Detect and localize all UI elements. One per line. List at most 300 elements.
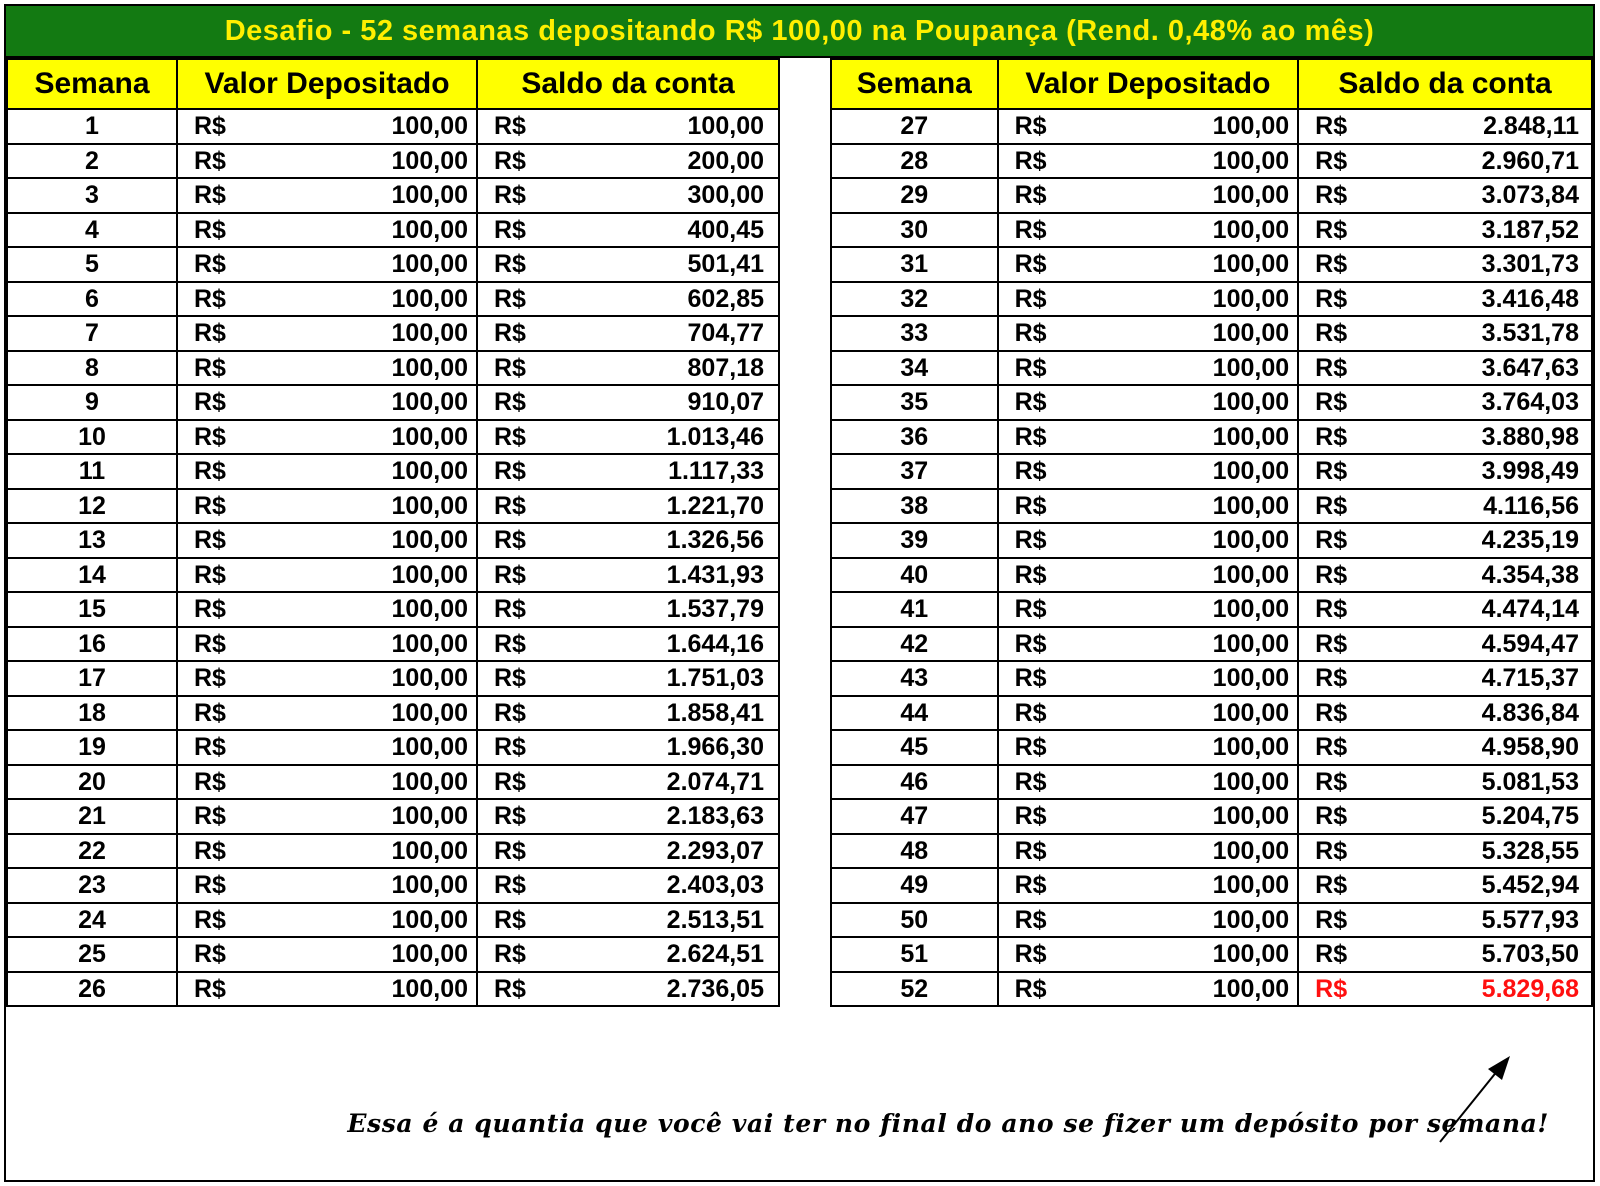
- deposit-cell: [998, 144, 1299, 179]
- currency-label: R$: [494, 181, 526, 210]
- balance-cell: [1298, 765, 1592, 800]
- balance-cell: [1298, 834, 1592, 869]
- currency-label: R$: [1315, 560, 1348, 589]
- currency-label: R$: [1014, 940, 1047, 969]
- currency-label: R$: [1315, 940, 1348, 969]
- currency-label: R$: [194, 146, 226, 175]
- header-valor-depositado: Valor Depositado: [177, 59, 477, 109]
- currency-label: R$: [1014, 698, 1047, 727]
- currency-label: R$: [1315, 112, 1348, 141]
- balance-amount: 4.235,19: [1481, 526, 1579, 555]
- deposit-cell: [998, 592, 1299, 627]
- balance-cell: [1298, 247, 1592, 282]
- currency-label: R$: [494, 733, 526, 762]
- deposit-cell: [177, 144, 477, 179]
- currency-label: R$: [1014, 146, 1047, 175]
- deposit-amount: 100,00: [391, 629, 468, 658]
- currency-label: R$: [194, 491, 226, 520]
- currency-label: R$: [194, 905, 226, 934]
- currency-label: R$: [494, 595, 526, 624]
- week-cell: 6: [7, 282, 177, 317]
- balance-amount: 1.326,56: [666, 526, 764, 555]
- page-title: Desafio - 52 semanas depositando R$ 100,00 na Poupança (Rend. 0,48% ao mês): [6, 6, 1593, 58]
- table-row: [831, 454, 1592, 489]
- balance-amount: 3.531,78: [1481, 319, 1579, 348]
- balance-amount: 1.751,03: [666, 664, 764, 693]
- week-cell: 25: [7, 937, 177, 972]
- week-cell: 2: [7, 144, 177, 179]
- table-row: [831, 178, 1592, 213]
- table-row: [831, 972, 1592, 1007]
- balance-cell: [477, 385, 779, 420]
- deposit-amount: 100,00: [391, 733, 468, 762]
- balance-amount: 1.858,41: [666, 698, 764, 727]
- week-cell: 13: [7, 523, 177, 558]
- deposit-cell: [998, 730, 1299, 765]
- currency-label: R$: [194, 215, 226, 244]
- deposit-amount: 100,00: [1212, 836, 1290, 865]
- balance-amount: 602,85: [687, 284, 764, 313]
- deposit-cell: [177, 489, 477, 524]
- balance-amount: 2.624,51: [666, 940, 764, 969]
- week-cell: 16: [7, 627, 177, 662]
- currency-label: R$: [1014, 871, 1047, 900]
- deposit-amount: 100,00: [1212, 595, 1290, 624]
- week-cell: 3: [7, 178, 177, 213]
- currency-label: R$: [1315, 215, 1348, 244]
- deposit-amount: 100,00: [1212, 871, 1290, 900]
- week-cell: 20: [7, 765, 177, 800]
- currency-label: R$: [194, 974, 226, 1003]
- week-cell: 37: [831, 454, 998, 489]
- table-row: [831, 696, 1592, 731]
- deposit-cell: [998, 489, 1299, 524]
- header-valor-depositado: Valor Depositado: [998, 59, 1299, 109]
- currency-label: R$: [194, 560, 226, 589]
- deposit-cell: [998, 834, 1299, 869]
- table-row: [7, 799, 779, 834]
- balance-cell: [1298, 144, 1592, 179]
- week-cell: 22: [7, 834, 177, 869]
- currency-label: R$: [494, 560, 526, 589]
- currency-label: R$: [1014, 388, 1047, 417]
- week-cell: 14: [7, 558, 177, 593]
- currency-label: R$: [1315, 457, 1348, 486]
- currency-label: R$: [1315, 767, 1348, 796]
- week-cell: 26: [7, 972, 177, 1007]
- balance-cell: [477, 903, 779, 938]
- deposit-cell: [998, 661, 1299, 696]
- deposit-amount: 100,00: [391, 146, 468, 175]
- table-row: [7, 592, 779, 627]
- table-row: [831, 903, 1592, 938]
- deposit-cell: [998, 903, 1299, 938]
- balance-cell: [477, 765, 779, 800]
- currency-label: R$: [1014, 767, 1047, 796]
- deposit-cell: [177, 282, 477, 317]
- currency-label: R$: [194, 767, 226, 796]
- deposit-amount: 100,00: [1212, 698, 1290, 727]
- deposit-cell: [177, 247, 477, 282]
- currency-label: R$: [1014, 802, 1047, 831]
- balance-cell: [1298, 351, 1592, 386]
- currency-label: R$: [1014, 112, 1047, 141]
- currency-label: R$: [494, 767, 526, 796]
- deposit-cell: [177, 730, 477, 765]
- balance-amount: 910,07: [687, 388, 764, 417]
- header-row: [831, 59, 1592, 109]
- currency-label: R$: [494, 146, 526, 175]
- table-row: [7, 109, 779, 144]
- balance-amount: 1.013,46: [666, 422, 764, 451]
- week-cell: 34: [831, 351, 998, 386]
- currency-label: R$: [194, 457, 226, 486]
- deposit-cell: [998, 282, 1299, 317]
- currency-label: R$: [1315, 905, 1348, 934]
- header-semana: Semana: [7, 59, 177, 109]
- deposit-cell: [177, 799, 477, 834]
- table-weeks-1-26: [6, 58, 780, 1007]
- deposit-amount: 100,00: [391, 284, 468, 313]
- week-cell: 38: [831, 489, 998, 524]
- table-row: [7, 730, 779, 765]
- currency-label: R$: [494, 871, 526, 900]
- deposit-cell: [998, 523, 1299, 558]
- balance-amount: 2.513,51: [666, 905, 764, 934]
- deposit-cell: [177, 696, 477, 731]
- balance-cell: [1298, 420, 1592, 455]
- week-cell: 40: [831, 558, 998, 593]
- currency-label: R$: [1315, 181, 1348, 210]
- currency-label: R$: [194, 595, 226, 624]
- deposit-cell: [177, 834, 477, 869]
- table-row: [831, 730, 1592, 765]
- deposit-amount: 100,00: [1212, 629, 1290, 658]
- currency-label: R$: [194, 802, 226, 831]
- balance-amount: 1.966,30: [666, 733, 764, 762]
- week-cell: 43: [831, 661, 998, 696]
- deposit-amount: 100,00: [391, 250, 468, 279]
- currency-label: R$: [1014, 905, 1047, 934]
- deposit-amount: 100,00: [391, 802, 468, 831]
- balance-cell: [1298, 661, 1592, 696]
- deposit-amount: 100,00: [1212, 491, 1290, 520]
- table-row: [831, 282, 1592, 317]
- balance-cell: [477, 834, 779, 869]
- week-cell: 10: [7, 420, 177, 455]
- table-row: [831, 351, 1592, 386]
- table-row: [831, 592, 1592, 627]
- currency-label: R$: [194, 733, 226, 762]
- balance-amount: 200,00: [687, 146, 764, 175]
- balance-cell: [477, 282, 779, 317]
- deposit-amount: 100,00: [1212, 319, 1290, 348]
- balance-amount: 3.416,48: [1481, 284, 1579, 313]
- header-saldo-da-conta: Saldo da conta: [1298, 59, 1592, 109]
- currency-label: R$: [494, 284, 526, 313]
- deposit-cell: [998, 316, 1299, 351]
- currency-label: R$: [494, 353, 526, 382]
- balance-cell: [1298, 109, 1592, 144]
- week-cell: 7: [7, 316, 177, 351]
- deposit-cell: [177, 316, 477, 351]
- table-row: [831, 834, 1592, 869]
- balance-amount: 4.958,90: [1481, 733, 1579, 762]
- deposit-amount: 100,00: [1212, 457, 1290, 486]
- deposit-amount: 100,00: [391, 940, 468, 969]
- week-cell: 24: [7, 903, 177, 938]
- currency-label: R$: [1315, 353, 1348, 382]
- deposit-amount: 100,00: [1212, 526, 1290, 555]
- currency-label: R$: [494, 698, 526, 727]
- balance-cell: [477, 178, 779, 213]
- deposit-amount: 100,00: [391, 422, 468, 451]
- week-cell: 27: [831, 109, 998, 144]
- balance-amount: 4.354,38: [1481, 560, 1579, 589]
- currency-label: R$: [494, 112, 526, 141]
- currency-label: R$: [494, 664, 526, 693]
- week-cell: 32: [831, 282, 998, 317]
- table-row: [7, 178, 779, 213]
- header-saldo-da-conta: Saldo da conta: [477, 59, 779, 109]
- deposit-amount: 100,00: [1212, 560, 1290, 589]
- table-row: [831, 385, 1592, 420]
- balance-cell: [1298, 868, 1592, 903]
- deposit-amount: 100,00: [391, 457, 468, 486]
- week-cell: 51: [831, 937, 998, 972]
- deposit-amount: 100,00: [1212, 250, 1290, 279]
- currency-label: R$: [494, 629, 526, 658]
- table-weeks-27-52: [830, 58, 1593, 1007]
- week-cell: 42: [831, 627, 998, 662]
- week-cell: 49: [831, 868, 998, 903]
- balance-cell: [1298, 523, 1592, 558]
- currency-label: R$: [194, 422, 226, 451]
- deposit-cell: [177, 937, 477, 972]
- deposit-cell: [998, 351, 1299, 386]
- currency-label: R$: [1014, 595, 1047, 624]
- week-cell: 45: [831, 730, 998, 765]
- deposit-amount: 100,00: [391, 698, 468, 727]
- table-row: [7, 454, 779, 489]
- spreadsheet: [4, 4, 1595, 1182]
- table-row: [831, 109, 1592, 144]
- table-row: [7, 489, 779, 524]
- table-row: [7, 903, 779, 938]
- balance-cell: [477, 109, 779, 144]
- currency-label: R$: [1315, 422, 1348, 451]
- week-cell: 21: [7, 799, 177, 834]
- deposit-cell: [177, 351, 477, 386]
- table-row: [831, 558, 1592, 593]
- currency-label: R$: [194, 629, 226, 658]
- deposit-cell: [177, 454, 477, 489]
- table-row: [7, 523, 779, 558]
- table-row: [7, 282, 779, 317]
- footer-note: Essa é a quantia que você vai ter no final do ano se fizer um depósito por semana!: [347, 1109, 1549, 1138]
- deposit-amount: 100,00: [391, 767, 468, 796]
- balance-amount: 2.848,11: [1483, 112, 1579, 141]
- deposit-cell: [998, 213, 1299, 248]
- balance-cell: [1298, 592, 1592, 627]
- week-cell: 48: [831, 834, 998, 869]
- deposit-cell: [177, 592, 477, 627]
- week-cell: 29: [831, 178, 998, 213]
- week-cell: 18: [7, 696, 177, 731]
- table-row: [7, 696, 779, 731]
- balance-cell: [477, 799, 779, 834]
- balance-amount: 1.221,70: [666, 491, 764, 520]
- balance-amount: 1.431,93: [666, 560, 764, 589]
- currency-label: R$: [194, 284, 226, 313]
- week-cell: 4: [7, 213, 177, 248]
- currency-label: R$: [194, 250, 226, 279]
- week-cell: 46: [831, 765, 998, 800]
- week-cell: 9: [7, 385, 177, 420]
- deposit-amount: 100,00: [1212, 767, 1290, 796]
- balance-cell: [477, 213, 779, 248]
- currency-label: R$: [1315, 629, 1348, 658]
- currency-label: R$: [494, 215, 526, 244]
- deposit-amount: 100,00: [1212, 215, 1290, 244]
- deposit-cell: [998, 420, 1299, 455]
- deposit-cell: [177, 385, 477, 420]
- deposit-amount: 100,00: [1212, 284, 1290, 313]
- table-row: [7, 420, 779, 455]
- balance-cell: [1298, 489, 1592, 524]
- balance-amount: 400,45: [687, 215, 764, 244]
- balance-amount: 5.204,75: [1481, 802, 1579, 831]
- deposit-amount: 100,00: [391, 974, 468, 1003]
- currency-label: R$: [1315, 664, 1348, 693]
- week-cell: 50: [831, 903, 998, 938]
- balance-cell: [1298, 385, 1592, 420]
- balance-cell: [477, 730, 779, 765]
- currency-label: R$: [494, 940, 526, 969]
- balance-cell: [1298, 316, 1592, 351]
- table-row: [7, 627, 779, 662]
- balance-cell: [477, 316, 779, 351]
- currency-label: R$: [1315, 802, 1348, 831]
- balance-cell: [477, 592, 779, 627]
- currency-label: R$: [494, 250, 526, 279]
- balance-amount: 1.644,16: [666, 629, 764, 658]
- table-row: [831, 247, 1592, 282]
- currency-label: R$: [1014, 836, 1047, 865]
- balance-cell: [1298, 213, 1592, 248]
- deposit-amount: 100,00: [1212, 733, 1290, 762]
- balance-cell: [1298, 454, 1592, 489]
- balance-amount: 5.829,68: [1481, 974, 1579, 1003]
- balance-amount: 5.081,53: [1481, 767, 1579, 796]
- balance-cell: [477, 351, 779, 386]
- week-cell: 47: [831, 799, 998, 834]
- balance-amount: 5.703,50: [1481, 940, 1579, 969]
- balance-amount: 3.880,98: [1481, 422, 1579, 451]
- balance-cell: [1298, 972, 1592, 1007]
- balance-cell: [477, 454, 779, 489]
- balance-amount: 3.764,03: [1481, 388, 1579, 417]
- balance-cell: [477, 868, 779, 903]
- balance-cell: [1298, 696, 1592, 731]
- week-cell: 41: [831, 592, 998, 627]
- balance-amount: 2.074,71: [666, 767, 764, 796]
- currency-label: R$: [1315, 698, 1348, 727]
- currency-label: R$: [494, 422, 526, 451]
- table-row: [831, 799, 1592, 834]
- table-row: [7, 351, 779, 386]
- table-row: [831, 420, 1592, 455]
- table-row: [7, 868, 779, 903]
- currency-label: R$: [1014, 491, 1047, 520]
- balance-amount: 3.998,49: [1481, 457, 1579, 486]
- week-cell: 44: [831, 696, 998, 731]
- table-row: [7, 765, 779, 800]
- deposit-cell: [998, 972, 1299, 1007]
- balance-amount: 1.537,79: [666, 595, 764, 624]
- currency-label: R$: [1014, 457, 1047, 486]
- balance-amount: 3.073,84: [1481, 181, 1579, 210]
- currency-label: R$: [194, 353, 226, 382]
- balance-amount: 2.293,07: [666, 836, 764, 865]
- deposit-cell: [177, 765, 477, 800]
- currency-label: R$: [1014, 526, 1047, 555]
- balance-amount: 704,77: [687, 319, 764, 348]
- table-row: [831, 523, 1592, 558]
- currency-label: R$: [1315, 974, 1348, 1003]
- balance-amount: 2.960,71: [1481, 146, 1579, 175]
- balance-amount: 2.183,63: [666, 802, 764, 831]
- balance-amount: 807,18: [687, 353, 764, 382]
- deposit-cell: [177, 627, 477, 662]
- deposit-amount: 100,00: [391, 905, 468, 934]
- week-cell: 30: [831, 213, 998, 248]
- currency-label: R$: [494, 457, 526, 486]
- deposit-amount: 100,00: [391, 871, 468, 900]
- week-cell: 39: [831, 523, 998, 558]
- week-cell: 31: [831, 247, 998, 282]
- week-cell: 36: [831, 420, 998, 455]
- deposit-amount: 100,00: [1212, 146, 1290, 175]
- currency-label: R$: [194, 940, 226, 969]
- currency-label: R$: [1315, 733, 1348, 762]
- header-semana: Semana: [831, 59, 998, 109]
- deposit-amount: 100,00: [1212, 974, 1290, 1003]
- currency-label: R$: [494, 836, 526, 865]
- currency-label: R$: [494, 388, 526, 417]
- balance-amount: 5.328,55: [1481, 836, 1579, 865]
- week-cell: 35: [831, 385, 998, 420]
- week-cell: 23: [7, 868, 177, 903]
- balance-cell: [477, 627, 779, 662]
- currency-label: R$: [1315, 146, 1348, 175]
- table-row: [7, 144, 779, 179]
- deposit-amount: 100,00: [1212, 388, 1290, 417]
- deposit-cell: [177, 420, 477, 455]
- deposit-cell: [177, 661, 477, 696]
- balance-cell: [477, 247, 779, 282]
- currency-label: R$: [1315, 836, 1348, 865]
- balance-cell: [1298, 903, 1592, 938]
- currency-label: R$: [494, 526, 526, 555]
- deposit-amount: 100,00: [391, 526, 468, 555]
- balance-amount: 1.117,33: [668, 457, 764, 486]
- table-row: [7, 972, 779, 1007]
- deposit-amount: 100,00: [1212, 940, 1290, 969]
- deposit-cell: [177, 868, 477, 903]
- table-row: [7, 316, 779, 351]
- currency-label: R$: [1014, 250, 1047, 279]
